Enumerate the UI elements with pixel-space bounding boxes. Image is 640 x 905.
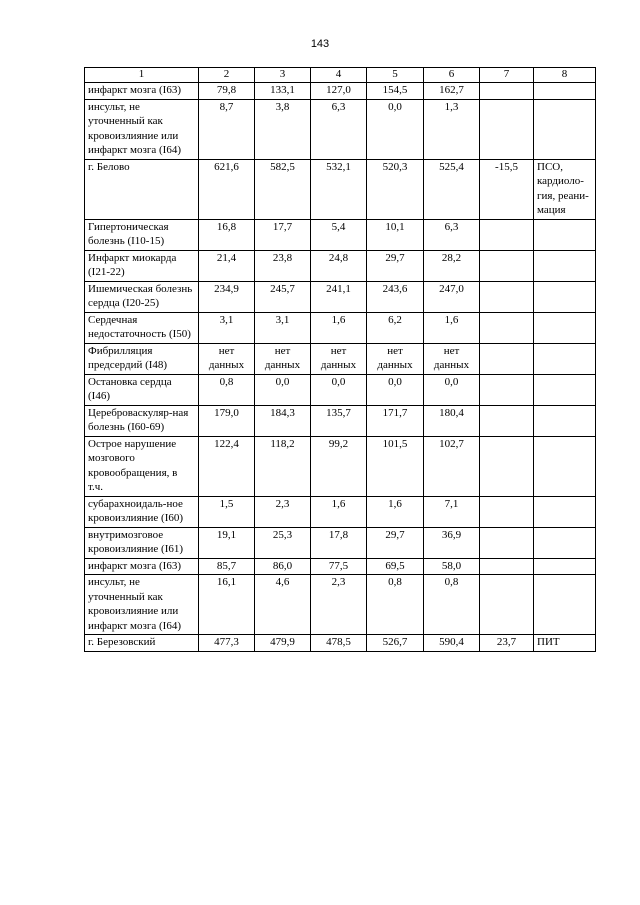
value-cell: 135,7 [311,405,367,436]
value-cell: 79,8 [199,83,255,100]
value-cell: 36,9 [424,527,480,558]
value-cell: 234,9 [199,281,255,312]
value-cell: 58,0 [424,558,480,575]
table-row [85,312,596,343]
value-cell: нет данных [199,343,255,374]
value-cell: 6,3 [424,219,480,250]
value-cell [480,99,534,159]
note-cell [534,281,596,312]
table-row [85,159,596,219]
value-cell: 69,5 [367,558,424,575]
value-cell [480,575,534,635]
note-cell [534,575,596,635]
value-cell: 10,1 [367,219,424,250]
value-cell: 1,6 [367,496,424,527]
table-row [85,635,596,652]
note-cell [534,250,596,281]
row-label: инфаркт мозга (I63) [85,558,199,575]
column-header: 1 [85,68,199,83]
table-row [85,575,596,635]
note-cell [534,527,596,558]
table-row [85,83,596,100]
value-cell: 8,7 [199,99,255,159]
value-cell [480,281,534,312]
value-cell: 0,0 [367,99,424,159]
value-cell: 179,0 [199,405,255,436]
value-cell: 532,1 [311,159,367,219]
value-cell [480,312,534,343]
value-cell: 99,2 [311,436,367,496]
value-cell: нет данных [255,343,311,374]
value-cell: 19,1 [199,527,255,558]
table-row [85,343,596,374]
note-cell [534,496,596,527]
column-header: 4 [311,68,367,83]
value-cell: 86,0 [255,558,311,575]
note-cell [534,436,596,496]
value-cell: 241,1 [311,281,367,312]
value-cell: 29,7 [367,527,424,558]
column-header: 7 [480,68,534,83]
value-cell: 2,3 [311,575,367,635]
value-cell: -15,5 [480,159,534,219]
row-label: Фибрилляция предсердий (I48) [85,343,199,374]
table-row [85,250,596,281]
value-cell: 0,0 [367,374,424,405]
value-cell: 21,4 [199,250,255,281]
value-cell: 23,8 [255,250,311,281]
table-row [85,527,596,558]
table-row [85,436,596,496]
row-label: г. Белово [85,159,199,219]
value-cell: нет данных [311,343,367,374]
row-label: Ишемическая болезнь сердца (I20-25) [85,281,199,312]
value-cell: 29,7 [367,250,424,281]
row-label: г. Березовский [85,635,199,652]
row-label: Инфаркт миокарда (I21-22) [85,250,199,281]
value-cell: 1,6 [311,312,367,343]
value-cell [480,436,534,496]
value-cell: 2,3 [255,496,311,527]
table-row [85,558,596,575]
value-cell [480,250,534,281]
value-cell: 477,3 [199,635,255,652]
value-cell: 162,7 [424,83,480,100]
value-cell: 25,3 [255,527,311,558]
value-cell: 154,5 [367,83,424,100]
value-cell: 0,0 [311,374,367,405]
value-cell: 7,1 [424,496,480,527]
column-header: 2 [199,68,255,83]
value-cell: 1,6 [311,496,367,527]
note-cell [534,405,596,436]
value-cell: 17,8 [311,527,367,558]
table-row [85,405,596,436]
value-cell: 184,3 [255,405,311,436]
row-label: инсульт, не уточненный как кровоизлияние или инфаркт мозга (I64) [85,575,199,635]
table-row [85,496,596,527]
value-cell: 0,8 [424,575,480,635]
note-cell [534,99,596,159]
value-cell: 77,5 [311,558,367,575]
value-cell: 3,1 [255,312,311,343]
row-label: инфаркт мозга (I63) [85,83,199,100]
value-cell [480,496,534,527]
value-cell: 1,6 [424,312,480,343]
value-cell: 180,4 [424,405,480,436]
data-table [84,67,596,652]
note-cell: ПИТ [534,635,596,652]
value-cell: 6,3 [311,99,367,159]
note-cell [534,343,596,374]
column-header: 6 [424,68,480,83]
value-cell: 17,7 [255,219,311,250]
note-cell [534,219,596,250]
value-cell: 6,2 [367,312,424,343]
value-cell: 0,8 [199,374,255,405]
value-cell: 245,7 [255,281,311,312]
note-cell [534,83,596,100]
value-cell: 479,9 [255,635,311,652]
value-cell: 133,1 [255,83,311,100]
value-cell: 0,0 [255,374,311,405]
value-cell: 621,6 [199,159,255,219]
page-number: 143 [310,38,330,50]
row-label: Гипертоническая болезнь (I10-15) [85,219,199,250]
value-cell: 16,1 [199,575,255,635]
value-cell: 102,7 [424,436,480,496]
row-label: субарахноидаль-ное кровоизлияние (I60) [85,496,199,527]
value-cell: 118,2 [255,436,311,496]
value-cell: 0,0 [424,374,480,405]
value-cell: 101,5 [367,436,424,496]
value-cell: 23,7 [480,635,534,652]
value-cell: 85,7 [199,558,255,575]
table-row [85,219,596,250]
table-body [85,83,596,652]
value-cell [480,527,534,558]
header-row [85,68,596,83]
note-cell: ПСО, кардиоло-гия, реани-мация [534,159,596,219]
value-cell: 4,6 [255,575,311,635]
value-cell: 28,2 [424,250,480,281]
value-cell [480,219,534,250]
value-cell [480,83,534,100]
value-cell: 520,3 [367,159,424,219]
row-label: внутримозговое кровоизлияние (I61) [85,527,199,558]
column-header: 8 [534,68,596,83]
value-cell: 16,8 [199,219,255,250]
value-cell: 24,8 [311,250,367,281]
value-cell [480,558,534,575]
value-cell: 590,4 [424,635,480,652]
value-cell: 1,5 [199,496,255,527]
value-cell: 243,6 [367,281,424,312]
value-cell [480,343,534,374]
value-cell: 526,7 [367,635,424,652]
table-row [85,374,596,405]
value-cell [480,374,534,405]
value-cell: 478,5 [311,635,367,652]
row-label: инсульт, не уточненный как кровоизлияние или инфаркт мозга (I64) [85,99,199,159]
value-cell: 5,4 [311,219,367,250]
row-label: Острое нарушение мозгового кровообращения, в т.ч. [85,436,199,496]
value-cell: 3,8 [255,99,311,159]
value-cell: 0,8 [367,575,424,635]
value-cell: нет данных [367,343,424,374]
table-row [85,281,596,312]
row-label: Сердечная недостаточность (I50) [85,312,199,343]
value-cell: 122,4 [199,436,255,496]
value-cell: 127,0 [311,83,367,100]
row-label: Цереброваскуляр-ная болезнь (I60-69) [85,405,199,436]
note-cell [534,558,596,575]
value-cell: 525,4 [424,159,480,219]
value-cell: 3,1 [199,312,255,343]
row-label: Остановка сердца (I46) [85,374,199,405]
value-cell: 171,7 [367,405,424,436]
table-row [85,99,596,159]
note-cell [534,374,596,405]
value-cell: 1,3 [424,99,480,159]
value-cell: 247,0 [424,281,480,312]
value-cell: 582,5 [255,159,311,219]
note-cell [534,312,596,343]
column-header: 3 [255,68,311,83]
value-cell: нет данных [424,343,480,374]
column-header: 5 [367,68,424,83]
value-cell [480,405,534,436]
